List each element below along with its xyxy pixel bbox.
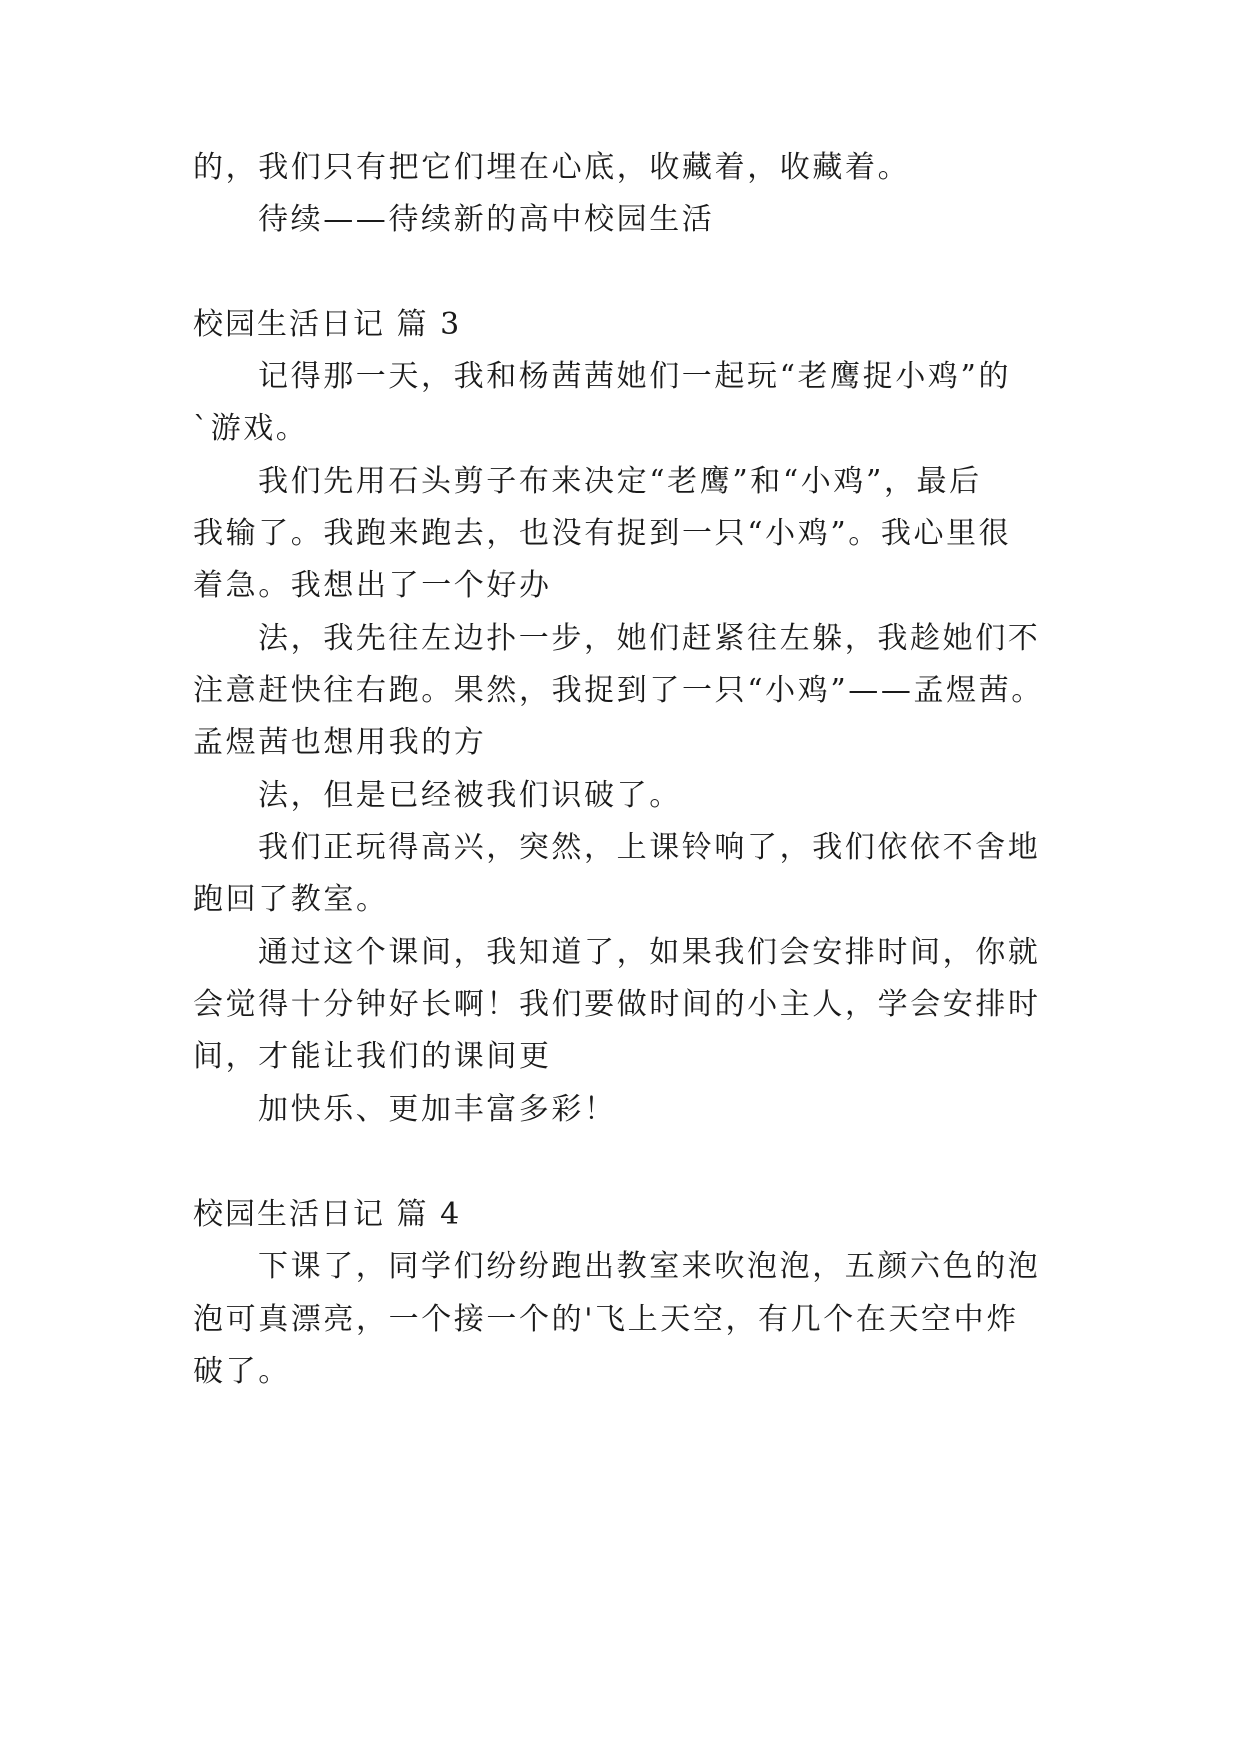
paragraph-line: 间，才能让我们的课间更 [193,1039,552,1074]
paragraph-line: 孟煜茜也想用我的方 [193,725,487,760]
paragraph-line: 会觉得十分钟好长啊！我们要做时间的小主人，学会安排时 [193,987,1041,1022]
paragraph-line: 法，我先往左边扑一步，她们赶紧往左躲，我趁她们不 [258,621,1041,656]
paragraph-line: 我们先用石头剪子布来决定“老鹰”和“小鸡”，最后 [258,464,982,499]
paragraph-line: 记得那一天，我和杨茜茜她们一起玩“老鹰捉小鸡”的 [258,359,1012,394]
paragraph-line: 泡可真漂亮，一个接一个的'飞上天空，有几个在天空中炸 [193,1302,1019,1337]
section-heading: 校园生活日记 篇 3 [193,307,462,342]
paragraph-line: 我们正玩得高兴，突然，上课铃响了，我们依依不舍地 [258,830,1041,865]
paragraph-line: 注意赶快往右跑。果然，我捉到了一只“小鸡”——孟煜茜。 [193,673,1044,708]
section-heading: 校园生活日记 篇 4 [193,1197,462,1232]
paragraph-line: 法，但是已经被我们识破了。 [258,778,682,813]
paragraph-line: 待续——待续新的高中校园生活 [258,202,715,237]
paragraph-line: 的，我们只有把它们埋在心底，收藏着，收藏着。 [193,150,911,185]
paragraph-line: 着急。我想出了一个好办 [193,568,552,603]
paragraph-line: 跑回了教室。 [193,882,389,917]
paragraph-line: `游戏。 [193,411,309,446]
paragraph-line: 加快乐、更加丰富多彩！ [258,1092,617,1127]
paragraph-line: 通过这个课间，我知道了，如果我们会安排时间，你就 [258,935,1041,970]
paragraph-line: 下课了，同学们纷纷跑出教室来吹泡泡，五颜六色的泡 [258,1249,1041,1284]
paragraph-line: 我输了。我跑来跑去，也没有捉到一只“小鸡”。我心里很 [193,516,1012,551]
paragraph-line: 破了。 [193,1354,291,1389]
